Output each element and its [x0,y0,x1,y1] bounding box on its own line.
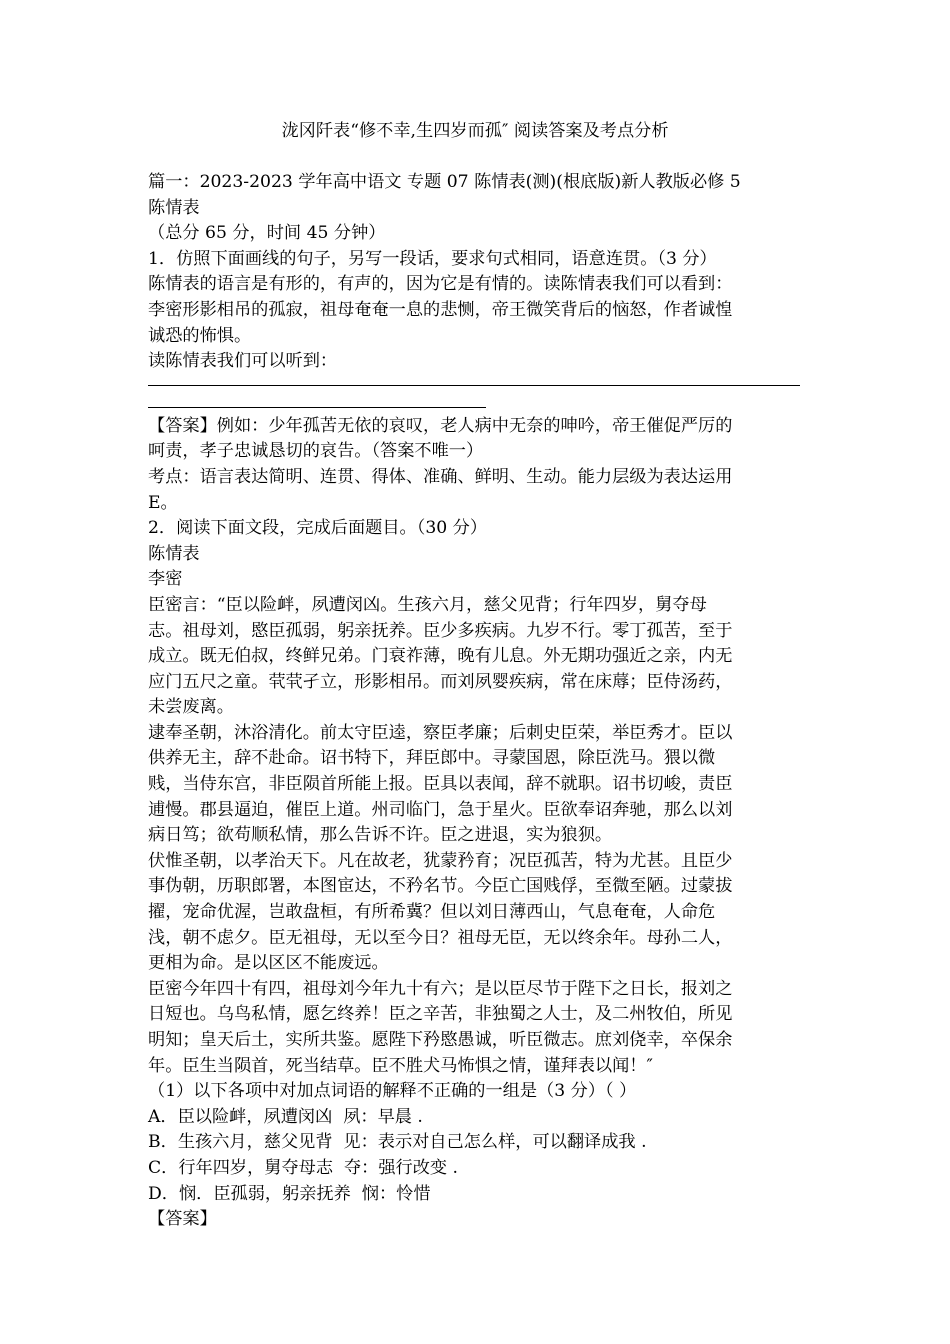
text-line: 擢，宠命优渥，岂敢盘桓，有所希冀？但以刘日薄西山，气息奄奄，人命危 [148,902,716,923]
option-b: B．生孩六月，慈父见背 见：表示对自己怎么样，可以翻译成我 . [148,1132,647,1153]
answer-label: 【答案】 [148,1209,217,1230]
answer-blank-line [148,385,800,386]
text-line: E。 [148,492,178,513]
text-line: 病日笃；欲苟顺私情，那么告诉不许。臣之进退，实为狼狈。 [148,825,613,846]
text-line: 陈情表的语言是有形的，有声的，因为它是有情的。读陈情表我们可以看到： [148,274,733,295]
text-line: 2．阅读下面文段，完成后面题目。（30 分） [148,518,488,539]
text-line: （总分 65 分，时间 45 分钟） [148,223,386,244]
text-line: 应门五尺之童。茕茕孑立，形影相吊。而刘夙婴疾病，常在床蓐；臣侍汤药， [148,671,733,692]
text-line: 篇一：2023-2023 学年高中语文 专题 07 陈情表(测)(根底版)新人教版必修 5 [148,172,741,192]
text-line: 明知；皇天后土，实所共鉴。愿陛下矜愍愚诚，听臣微志。庶刘侥幸，卒保余 [148,1030,733,1050]
text-line: 臣密今年四十有四，祖母刘今年九十有六；是以臣尽节于陛下之日长，报刘之 [148,978,733,999]
text-line: 李密 [148,569,183,590]
text-line: 【答案】例如：少年孤苦无依的哀叹，老人病中无奈的呻吟，帝王催促严厉的 [148,415,733,436]
text-line: 更相为命。是以区区不能废远。 [148,953,389,974]
text-line: 呵责，孝子忠诚恳切的哀告。（答案不唯一） [148,441,484,462]
text-line: 读陈情表我们可以听到： [148,351,338,372]
text-line: 逋慢。郡县逼迫，催臣上道。州司临门，急于星火。臣欲奉诏奔驰，那么以刘 [148,799,733,820]
text-line: 供养无主，辞不赴命。诏书特下，拜臣郎中。寻蒙国恩，除臣洗马。猥以微 [148,748,716,769]
text-line: 志。祖母刘，愍臣孤弱，躬亲抚养。臣少多疾病。九岁不行。零丁孤苦，至于 [148,620,733,641]
text-line: 李密形影相吊的孤寂，祖母奄奄一息的悲恻，帝王微笑背后的恼怒，作者诚惶 [148,299,733,320]
text-line: 成立。既无伯叔，终鲜兄弟。门衰祚薄，晚有儿息。外无期功强近之亲，内无 [148,646,733,667]
text-line: 考点：语言表达简明、连贯、得体、准确、鲜明、生动。能力层级为表达运用 [148,466,733,487]
answer-blank-line [148,407,486,408]
text-line: 浅，朝不虑夕。臣无祖母，无以至今日？祖母无臣，无以终余年。母孙二人， [148,927,733,948]
question-stem: （1）以下各项中对加点词语的解释不正确的一组是（3 分）（ ） [148,1081,637,1102]
section-intro [148,170,802,375]
text-line: 未尝废离。 [148,697,234,718]
document-page [148,118,802,1233]
text-line: 1．仿照下面画线的句子，另写一段话，要求句式相同，语意连贯。（3 分） [148,248,717,269]
text-line: 贱，当侍东宫，非臣陨首所能上报。臣具以表闻，辞不就职。诏书切峻，责臣 [148,774,733,795]
text-line: 逮奉圣朝，沐浴清化。前太守臣逵，察臣孝廉；后刺史臣荣，举臣秀才。臣以 [148,722,733,743]
text-line: 日短也。乌鸟私情，愿乞终养！臣之辛苦，非独蜀之人士，及二州牧伯，所见 [148,1004,733,1025]
option-c: C．行年四岁，舅夺母志 夺：强行改变 . [148,1157,459,1178]
document-title: 泷冈阡表“修不幸,生四岁而孤″ 阅读答案及考点分析 [281,121,669,141]
text-line: 事伪朝，历职郎署，本图宦达，不矜名节。今臣亡国贱俘，至微至陋。过蒙拔 [148,876,733,897]
text-line: 臣密言：“臣以险衅，夙遭闵凶。生孩六月，慈父见背；行年四岁，舅夺母 [148,594,707,615]
text-line: 陈情表 [148,197,200,218]
section-body [148,414,802,1233]
text-line: 陈情表 [148,543,200,564]
text-line: 诚恐的怖惧。 [148,325,252,346]
text-line: 伏惟圣朝，以孝治天下。凡在故老，犹蒙矜育；况臣孤苦，特为尤甚。且臣少 [148,850,733,871]
text-line: 年。臣生当陨首，死当结草。臣不胜犬马怖惧之情，谨拜表以闻！″ [148,1055,653,1076]
option-d: D．悯．臣孤弱，躬亲抚养 悯：怜惜 [148,1183,431,1204]
option-a: A．臣以险衅，夙遭闵凶 夙：早晨 . [148,1106,423,1127]
